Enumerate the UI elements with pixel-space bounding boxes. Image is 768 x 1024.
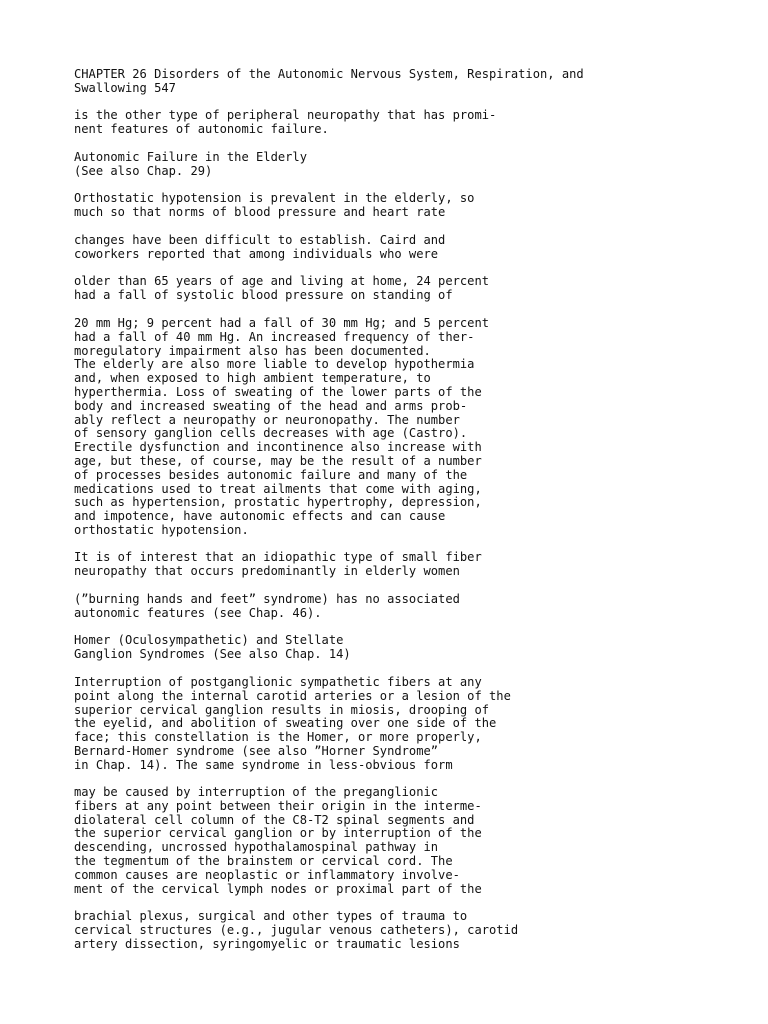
- text-line: the tegmentum of the brainstem or cervical cord. The: [74, 853, 453, 868]
- paragraph: [74, 593, 460, 621]
- text-line: Orthostatic hypotension is prevalent in the elderly, so: [74, 191, 475, 205]
- text-line: Swallowing 547: [74, 80, 176, 95]
- text-line: had a fall of 40 mm Hg. An increased frequency of ther-: [74, 329, 475, 344]
- text-line: face; this constellation is the Homer, or more properly,: [74, 730, 482, 745]
- text-line: The elderly are also more liable to develop hypothermia: [74, 357, 475, 372]
- paragraph: [74, 551, 482, 579]
- text-line: Ganglion Syndromes (See also Chap. 14): [74, 646, 351, 661]
- paragraph: [74, 192, 474, 220]
- text-line: much so that norms of blood pressure and heart rate: [74, 204, 446, 219]
- text-line: ably reflect a neuropathy or neuronopathy. The number: [74, 412, 460, 427]
- text-line: and impotence, have autonomic effects and can cause: [74, 509, 446, 524]
- text-line: nent features of autonomic failure.: [74, 121, 329, 136]
- text-line: It is of interest that an idiopathic type of small fiber: [74, 550, 482, 564]
- text-line: Erectile dysfunction and incontinence also increase with: [74, 440, 482, 455]
- text-line: Homer (Oculosympathetic) and Stellate: [74, 633, 344, 647]
- text-line: descending, uncrossed hypothalamospinal pathway in: [74, 840, 439, 855]
- text-line: artery dissection, syringomyelic or traumatic lesions: [74, 936, 460, 951]
- text-line: changes have been difficult to establish. Caird and: [74, 233, 446, 247]
- text-line: coworkers reported that among individuals who were: [74, 246, 439, 261]
- text-line: neuropathy that occurs predominantly in elderly women: [74, 563, 460, 578]
- text-line: 20 mm Hg; 9 percent had a fall of 30 mm Hg; and 5 percent: [74, 316, 490, 330]
- text-line: medications used to treat ailments that come with aging,: [74, 481, 482, 496]
- text-line: of processes besides autonomic failure and many of the: [74, 467, 468, 482]
- text-line: the eyelid, and abolition of sweating over one side of the: [74, 716, 497, 731]
- text-line: the superior cervical ganglion or by interruption of the: [74, 826, 482, 841]
- paragraph: [74, 109, 496, 137]
- paragraph: [74, 676, 511, 773]
- text-line: and, when exposed to high ambient temperature, to: [74, 371, 431, 386]
- text-line: age, but these, of course, may be the result of a number: [74, 453, 482, 468]
- text-line: diolateral cell column of the C8-T2 spinal segments and: [74, 812, 475, 827]
- section-heading: [74, 151, 307, 179]
- text-line: common causes are neoplastic or inflammatory involve-: [74, 867, 460, 882]
- text-line: (”burning hands and feet” syndrome) has no associated: [74, 592, 460, 606]
- text-line: cervical structures (e.g., jugular venous catheters), carotid: [74, 922, 519, 937]
- text-line: superior cervical ganglion results in miosis, drooping of: [74, 702, 490, 717]
- paragraph: [74, 317, 489, 538]
- paragraph: [74, 234, 445, 262]
- paragraph: [74, 275, 489, 303]
- text-line: orthostatic hypotension.: [74, 522, 249, 537]
- text-line: CHAPTER 26 Disorders of the Autonomic Nervous System, Respiration, and: [74, 67, 584, 81]
- paragraph: [74, 786, 482, 896]
- section-heading: [74, 634, 351, 662]
- paragraph: [74, 910, 518, 951]
- chapter-header: [74, 68, 584, 96]
- text-line: Interruption of postganglionic sympathetic fibers at any: [74, 675, 482, 689]
- text-line: body and increased sweating of the head and arms prob-: [74, 398, 468, 413]
- text-line: such as hypertension, prostatic hypertrophy, depression,: [74, 495, 482, 510]
- text-line: (See also Chap. 29): [74, 163, 213, 178]
- text-line: is the other type of peripheral neuropathy that has promi-: [74, 108, 497, 122]
- text-line: older than 65 years of age and living at home, 24 percent: [74, 274, 490, 288]
- text-line: hyperthermia. Loss of sweating of the lower parts of the: [74, 384, 482, 399]
- text-line: had a fall of systolic blood pressure on standing of: [74, 287, 453, 302]
- text-line: in Chap. 14). The same syndrome in less-obvious form: [74, 757, 453, 772]
- text-line: point along the internal carotid arteries or a lesion of the: [74, 688, 511, 703]
- text-line: Bernard-Homer syndrome (see also ”Horner Syndrome”: [74, 743, 439, 758]
- text-line: may be caused by interruption of the preganglionic: [74, 785, 439, 799]
- text-line: fibers at any point between their origin in the interme-: [74, 798, 482, 813]
- text-line: Autonomic Failure in the Elderly: [74, 150, 307, 164]
- text-line: autonomic features (see Chap. 46).: [74, 605, 322, 620]
- text-line: moregulatory impairment also has been documented.: [74, 343, 431, 358]
- text-line: of sensory ganglion cells decreases with age (Castro).: [74, 426, 468, 441]
- text-line: brachial plexus, surgical and other types of trauma to: [74, 909, 468, 923]
- text-line: ment of the cervical lymph nodes or proximal part of the: [74, 881, 482, 896]
